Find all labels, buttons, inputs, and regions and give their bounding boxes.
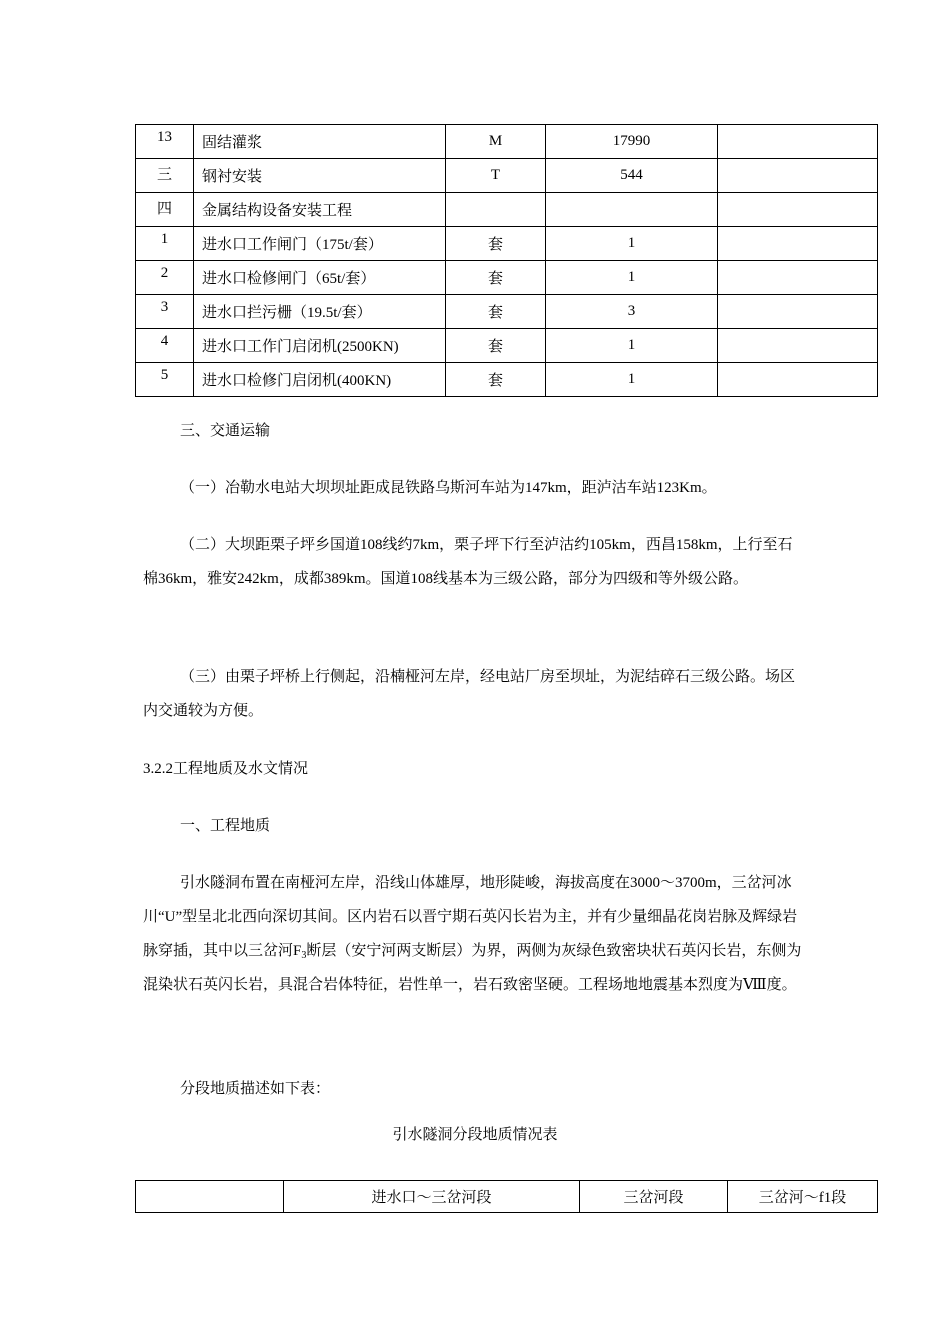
- section-heading-geology: 3.2.2工程地质及水文情况: [143, 761, 309, 777]
- item-name-cell: 固结灌浆: [194, 125, 446, 159]
- note-cell: [718, 329, 878, 363]
- geology-header-cell: 三岔河～f1段: [728, 1181, 878, 1213]
- quantity-cell: 1: [546, 329, 718, 363]
- unit-cell: [446, 193, 546, 227]
- quantity-cell: 1: [546, 261, 718, 295]
- unit-cell: 套: [446, 329, 546, 363]
- geology-table-header-row: [136, 1181, 878, 1213]
- table-row: [136, 295, 878, 329]
- table-row: [136, 159, 878, 193]
- item-name-cell: 进水口工作闸门（175t/套）: [194, 227, 446, 261]
- quantity-cell: 1: [546, 363, 718, 397]
- row-number-cell: 5: [136, 363, 194, 397]
- quantity-cell: 1: [546, 227, 718, 261]
- item-name-cell: 进水口检修闸门（65t/套）: [194, 261, 446, 295]
- transport-paragraph-3: （三）由栗子坪桥上行侧起，沿楠桠河左岸，经电站厂房至坝址，为泥结碎石三级公路。场区内交通较为方便。: [143, 669, 796, 719]
- row-number-cell: 三: [136, 159, 194, 193]
- geology-header-cell: 三岔河段: [580, 1181, 728, 1213]
- table-row: [136, 363, 878, 397]
- geology-intro: 分段地质描述如下表：: [180, 1081, 331, 1097]
- note-cell: [718, 159, 878, 193]
- equipment-table: [135, 124, 878, 397]
- note-cell: [718, 193, 878, 227]
- section-heading-transport: 三、交通运输: [180, 423, 271, 439]
- geology-text-part2: 断层（安宁河两支断层）为界，两侧为灰绿色致密块状石英闪长岩，东侧为混染状石英闪长岩，具混合岩体特征，岩性单一，岩石致密坚硬。工程场地地震基本烈度为Ⅷ度。: [143, 943, 802, 993]
- unit-cell: 套: [446, 295, 546, 329]
- fault-subscript: 3: [301, 950, 307, 961]
- geology-header-cell: [136, 1181, 284, 1213]
- row-number-cell: 3: [136, 295, 194, 329]
- table-row: [136, 125, 878, 159]
- unit-cell: T: [446, 159, 546, 193]
- table-row: [136, 329, 878, 363]
- unit-cell: M: [446, 125, 546, 159]
- quantity-cell: 544: [546, 159, 718, 193]
- geology-text-part1: 引水隧洞布置在南桠河左岸，沿线山体雄厚，地形陡峻，海拔高度在3000～3700m，三岔河冰川“U”型呈北北西向深切其间。区内岩石以晋宁期石英闪长岩为主，并有少量细晶花岗岩脉及辉绿岩脉穿插，其中以三岔河F: [143, 875, 798, 959]
- row-number-cell: 4: [136, 329, 194, 363]
- geology-table: [135, 1180, 878, 1213]
- table-row: [136, 193, 878, 227]
- row-number-cell: 13: [136, 125, 194, 159]
- quantity-cell: [546, 193, 718, 227]
- transport-paragraph-2: （二）大坝距栗子坪乡国道108线约7km，栗子坪下行至泸沽约105km，西昌158km，上行至石棉36km，雅安242km，成都389km。国道108线基本为三级公路，部分为四级和等外级公路。: [143, 537, 793, 587]
- unit-cell: 套: [446, 227, 546, 261]
- geology-paragraph: [143, 866, 807, 1002]
- row-number-cell: 四: [136, 193, 194, 227]
- quantity-cell: 17990: [546, 125, 718, 159]
- note-cell: [718, 363, 878, 397]
- table-row: [136, 261, 878, 295]
- table-row: [136, 227, 878, 261]
- note-cell: [718, 295, 878, 329]
- row-number-cell: 2: [136, 261, 194, 295]
- note-cell: [718, 261, 878, 295]
- transport-paragraph-1: （一）冶勒水电站大坝坝址距成昆铁路乌斯河车站为147km，距泸沽车站123Km。: [180, 480, 717, 496]
- geology-header-cell: 进水口～三岔河段: [284, 1181, 580, 1213]
- subheading-engineering-geology: 一、工程地质: [180, 818, 271, 834]
- item-name-cell: 钢衬安装: [194, 159, 446, 193]
- item-name-cell: 金属结构设备安装工程: [194, 193, 446, 227]
- unit-cell: 套: [446, 363, 546, 397]
- unit-cell: 套: [446, 261, 546, 295]
- note-cell: [718, 125, 878, 159]
- geology-table-title: 引水隧洞分段地质情况表: [392, 1127, 558, 1143]
- row-number-cell: 1: [136, 227, 194, 261]
- item-name-cell: 进水口拦污栅（19.5t/套）: [194, 295, 446, 329]
- note-cell: [718, 227, 878, 261]
- item-name-cell: 进水口检修门启闭机(400KN): [194, 363, 446, 397]
- item-name-cell: 进水口工作门启闭机(2500KN): [194, 329, 446, 363]
- quantity-cell: 3: [546, 295, 718, 329]
